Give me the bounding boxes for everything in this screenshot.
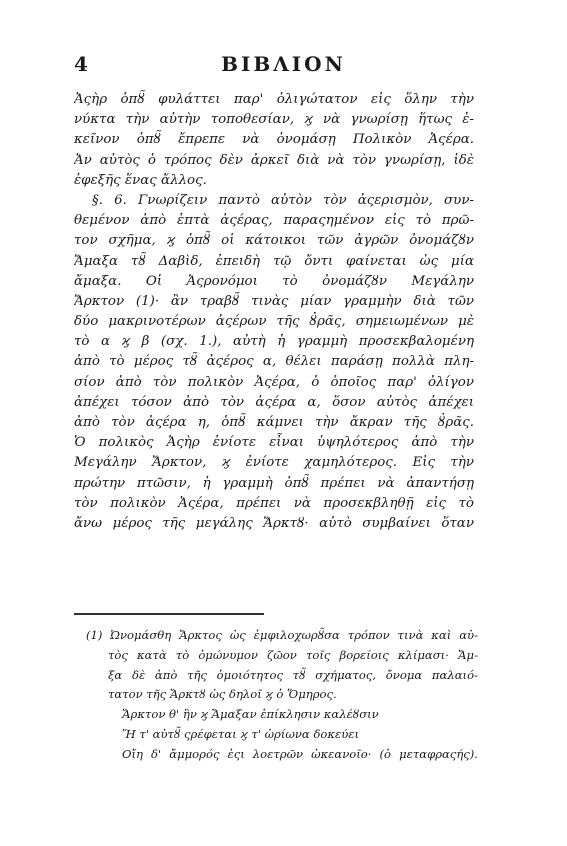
text-line: ἐφεξῆς ἕνας ἄλλος. [74,172,207,188]
text-line: τὸ α ϗ β (σχ. 1.), αὐτὴ ἡ γραμμὴ προσεκβαλομένη [74,334,474,350]
text-line: Ἄμαξα τȣ̃ Δαβὶδ, ἐπειδὴ τῷ ὄντι φαίνεται ὡς μία [74,253,474,269]
page-number: 4 [74,52,88,76]
section-start-line: §. 6. Γνωρίζειν παντὸ αὐτὸν τὸν ἀςερισμὸν, συν- [92,192,474,208]
footnote-line: (1) Ὠνομάσθη Ἄρκτος ὡς ἐμφιλοχωρȣ̃σα τρόπον τινὰ καὶ αὐ- [86,628,478,642]
verse-line: Ἄρκτον θ' ἣν ϗ Ἄμαξαν ἐπίκλησιν καλέȣσιν [122,707,379,722]
text-line: τον σχῆμα, ϗ ὁπȣ̃ οἱ κάτοικοι τῶν ἀγρῶν ὀνομάζȣν [74,233,474,249]
text-line: σίον ἀπὸ τὸν πολικὸν Ἀςέρα, ὁ ὁποῖος παρ' ὀλίγον [74,374,474,390]
text-line: τὸν πολικὸν Ἀςέρα, πρέπει νὰ προσεκβληθῇ εἰς τὸ [74,495,474,511]
text-line: Ἄρκτον (1)· ἂν τραβȣ̃ τινὰς μίαν γραμμὴν διὰ τῶν [74,293,474,309]
text-line: ἀπὸ τὸ μέρος τȣ̃ ἀςέρος α, θέλει παράσῃ πολλὰ πλη- [74,354,474,370]
text-line: πρώτην πτῶσιν, ἡ γραμμὴ ὁπȣ̃ πρέπει νὰ ἀπαντήσῃ [74,475,474,491]
text-line: ἄνω μέρος τῆς μεγάλης Ἄρκτȣ· αὐτὸ συμβαίνει ὅταν [74,515,474,531]
running-title: ΒΙΒΛΙΟΝ [221,52,346,76]
footnote-line: τὸς κατὰ τὸ ὁμώνυμον ζῶον τοῖς βορείοις κλίμασι· Ἄμ- [108,647,478,662]
text-line: Μεγάλην Ἄρκτον, ϗ ἐνίοτε χαμηλότερος. Εἰς τὴν [74,455,474,471]
footnote-divider [74,613,264,615]
footnote-line: τατον τῆς Ἄρκτȣ ὡς δηλοῖ ϗ ὁ Ὅμηρος. [108,687,337,702]
text-line: νύκτα τὴν αὐτὴν τοποθεσίαν, ϗ νὰ γνωρίσῃ ἥτως ἐ- [74,112,474,128]
text-line: θεμένον ἀπὸ ἑπτὰ ἀςέρας, παραςημένον εἰς τὸ πρῶ- [74,213,474,229]
verse-line: Ἥ τ' αὐτȣ̃ ςρέφεται ϗ τ' ὠρίωνα δοκεύει [122,726,360,741]
text-line: ἀπέχει τόσον ἀπὸ τὸν ἀςέρα α, ὅσον αὐτὸς ἀπέχει [74,394,474,410]
text-line: κεῖνον ὁπȣ̃ ἔπρεπε νὰ ὀνομάσῃ Πολικὸν Ἀςέρα. [74,132,474,148]
verse-line: Οἴη δ' ἄμμορός ἐςι λοετρῶν ὠκεανοῖο· (ὁ μεταφραςής). [122,746,478,761]
main-text [74,90,474,534]
text-line: Ἀςὴρ ὁπȣ̃ φυλάττει παρ' ὀλιγώτατον εἰς ὅλην τὴν [74,92,474,107]
text-line: Ὁ πολικὸς Ἀςὴρ ἐνίοτε εἶναι ὑψηλότερος ἀπὸ τὴν [74,435,474,451]
footnote [86,626,478,765]
page-header [0,52,567,82]
text-line: ἄμαξα. Οἱ Ἀςρονόμοι τὸ ὀνομάζȣν Μεγάλην [74,273,474,289]
text-line: δύο μακρινοτέρων ἀςέρων τῆς ȣ̓ρᾶς, σημειωμένων μὲ [74,314,474,330]
text-line: ἀπὸ τὸν ἀςέρα η, ὁπȣ̃ κάμνει τὴν ἄκραν τῆς ȣ̓ρᾶς. [74,415,474,430]
text-line: Ἀν αὐτὸς ὁ τρόπος δὲν ἀρκεῖ διὰ νὰ τὸν γνωρίσῃ, ἰδὲ [74,152,474,168]
footnote-line: ξα δὲ ἀπὸ τῆς ὁμοιότητος τȣ̃ σχήματος, ὄνομα παλαιό- [108,667,478,682]
